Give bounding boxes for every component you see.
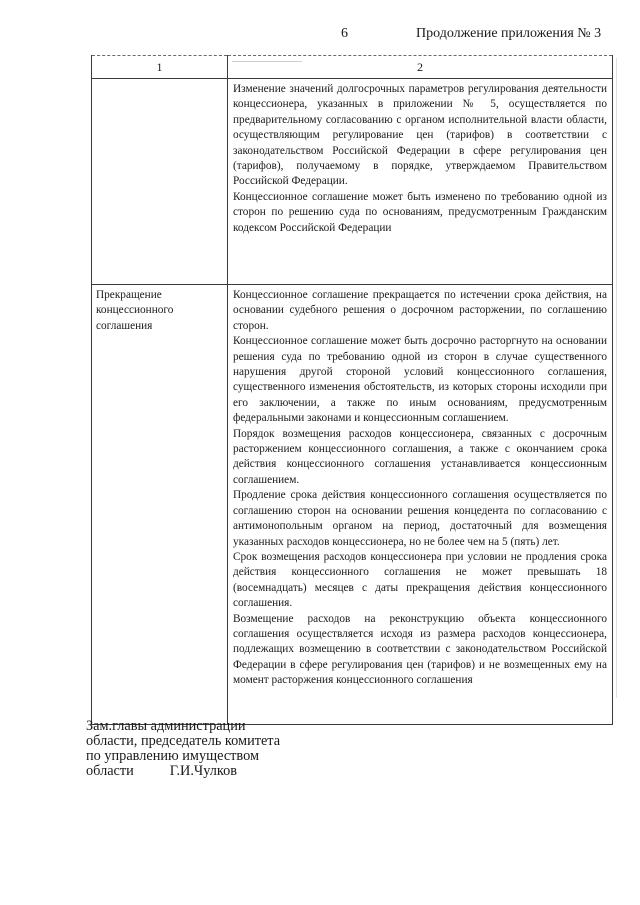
column-header-row <box>92 56 613 79</box>
column-header-1: 1 <box>92 56 228 79</box>
signature-line: области, председатель комитета <box>86 733 281 749</box>
signature-line: по управлению имуществом <box>86 748 259 764</box>
page-number: 6 <box>341 26 348 41</box>
signature-line: области <box>86 763 134 779</box>
scan-artifact <box>616 58 617 698</box>
column-header-2: 2 <box>228 56 613 79</box>
signature-block <box>86 719 280 779</box>
paragraph: Концессионное соглашение прекращается по истечении срока действия, на основании судебного решения о досрочном расторжении, по соглашению сторон. <box>233 289 607 332</box>
row-label <box>92 79 228 285</box>
row-content <box>228 285 613 725</box>
paragraph: Концессионное соглашение может быть досрочно расторгнуто на основании решения суда по требованию одной из сторон в случае существенного нарушения другой стороной условий концессионного соглашения, существенного изменения обстоятельств, из которых стороны исходили при его заключении, а также по иным основаниям, предусмотренным федеральными законами и концессионным соглашением. <box>233 335 607 425</box>
scan-artifact <box>232 61 302 62</box>
paragraph: Продление срока действия концессионного соглашения осуществляется по соглашению сторон на основании решения концедента по согласованию с антимонопольным органом на период, достаточный для возмещения указанных расходов концессионера, но не более чем на 5 (пять) лет. <box>233 489 607 548</box>
table-row <box>92 285 613 725</box>
paragraph: Возмещение расходов на реконструкцию объекта концессионного соглашения осуществляется исходя из размера расходов концессионера, подлежащих возмещению в соответствии с законодательством Российской Федерации в сфере регулирования цен (тарифов) и не возмещенных ему на момент расторжения концессионного соглашения <box>233 612 607 687</box>
signature-line: Зам.главы администрации <box>86 718 246 734</box>
paragraph: Порядок возмещения расходов концессионера, связанных с досрочным расторжением концессионного соглашения, а также с окончанием срока действия концессионного соглашения устанавливается концессионным соглашением. <box>233 427 607 486</box>
signatory-name: Г.И.Чулков <box>169 763 237 779</box>
row-label: Прекращение концессионного соглашения <box>92 285 228 725</box>
continuation-label: Продолжение приложения № 3 <box>416 26 602 41</box>
paragraph: Концессионное соглашение может быть изменено по требованию одной из сторон по решению суда по основаниям, предусмотренным Гражданским кодексом Российской Федерации <box>233 190 607 234</box>
table-row <box>92 79 613 285</box>
paragraph: Срок возмещения расходов концессионера при условии не продления срока действия концессионного соглашения не может превышать 18 (восемнадцать) месяцев с даты прекращения действия концессионного соглашения. <box>233 550 607 610</box>
row-content <box>228 79 613 285</box>
concession-table <box>91 55 613 725</box>
signature-last-line <box>86 764 280 779</box>
paragraph: Изменение значений долгосрочных параметров регулирования деятельности концессионера, указанных в приложении № 5, осуществляется по предварительному согласованию с органом исполнительной власти области, осуществляющим регулирование цен (тарифов) в соответствии с законодательством Российской Федерации в сфере регулирования цен (тарифов), получаемому в порядке, утверждаемом Правительством Российской Федерации. <box>233 83 607 188</box>
